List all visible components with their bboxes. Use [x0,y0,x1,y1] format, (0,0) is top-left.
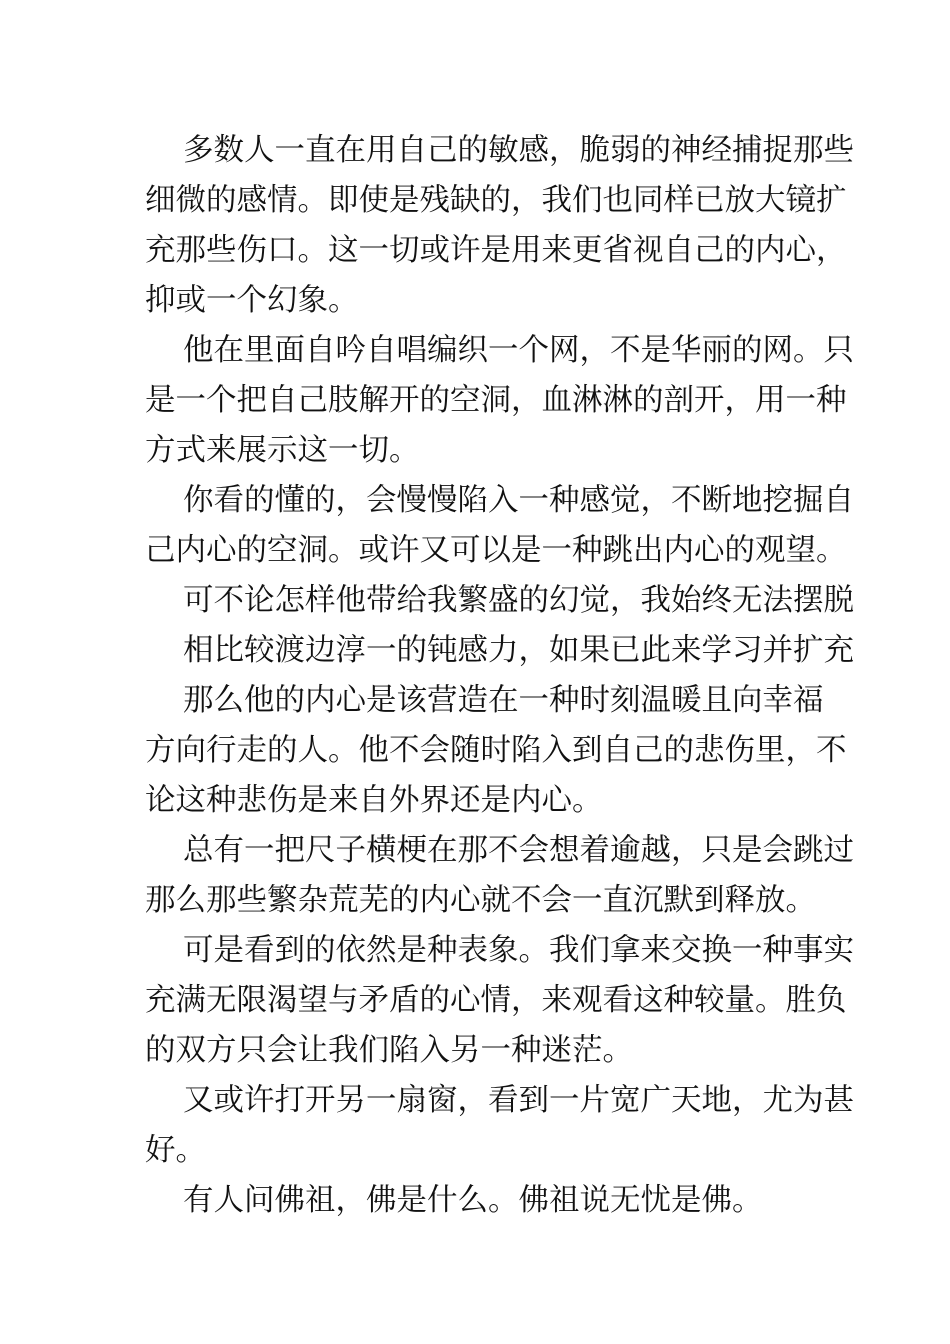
text-line: 他在里面自吟自唱编织一个网，不是华丽的网。只 [183,333,854,368]
paragraph-4 [145,576,854,626]
text-line: 可是看到的依然是种表象。我们拿来交换一种事实 [183,933,854,968]
text-line: 那么那些繁杂荒芜的内心就不会一直沉默到释放。 [145,883,816,918]
paragraph-2 [145,326,854,476]
paragraph-9 [145,1076,854,1176]
paragraph-7 [145,826,854,926]
text-line: 好。 [145,1133,206,1168]
text-line: 是一个把自己肢解开的空洞，血淋淋的剖开，用一种 [145,383,847,418]
text-line: 的双方只会让我们陷入另一种迷茫。 [145,1033,633,1068]
text-line: 方向行走的人。他不会随时陷入到自己的悲伤里，不 [145,733,847,768]
paragraph-1 [145,126,854,326]
text-line: 有人问佛祖，佛是什么。佛祖说无忧是佛。 [183,1183,763,1218]
text-line: 相比较渡边淳一的钝感力，如果已此来学习并扩充 [183,633,854,668]
paragraph-6 [145,676,847,826]
text-line: 己内心的空洞。或许又可以是一种跳出内心的观望。 [145,533,847,568]
text-line: 方式来展示这一切。 [145,433,420,468]
text-line: 你看的懂的，会慢慢陷入一种感觉，不断地挖掘自 [183,483,854,518]
paragraph-10 [145,1176,810,1226]
paragraph-5 [145,626,854,676]
text-line: 又或许打开另一扇窗，看到一片宽广天地，尤为甚 [183,1083,854,1118]
text-line: 多数人一直在用自己的敏感，脆弱的神经捕捉那些 [183,133,854,168]
paragraph-3 [145,476,854,576]
article-body [145,126,854,1226]
text-line: 总有一把尺子横梗在那不会想着逾越，只是会跳过 [183,833,854,868]
paragraph-8 [145,926,854,1076]
text-line: 抑或一个幻象。 [145,283,359,318]
text-line: 充那些伤口。这一切或许是用来更省视自己的内心， [145,233,847,268]
text-line: 那么他的内心是该营造在一种时刻温暖且向幸福 [183,683,824,718]
text-line: 细微的感情。即使是残缺的，我们也同样已放大镜扩 [145,183,847,218]
text-line: 可不论怎样他带给我繁盛的幻觉，我始终无法摆脱 [183,583,854,618]
text-line: 论这种悲伤是来自外界还是内心。 [145,783,603,818]
text-line: 充满无限渴望与矛盾的心情，来观看这种较量。胜负 [145,983,847,1018]
